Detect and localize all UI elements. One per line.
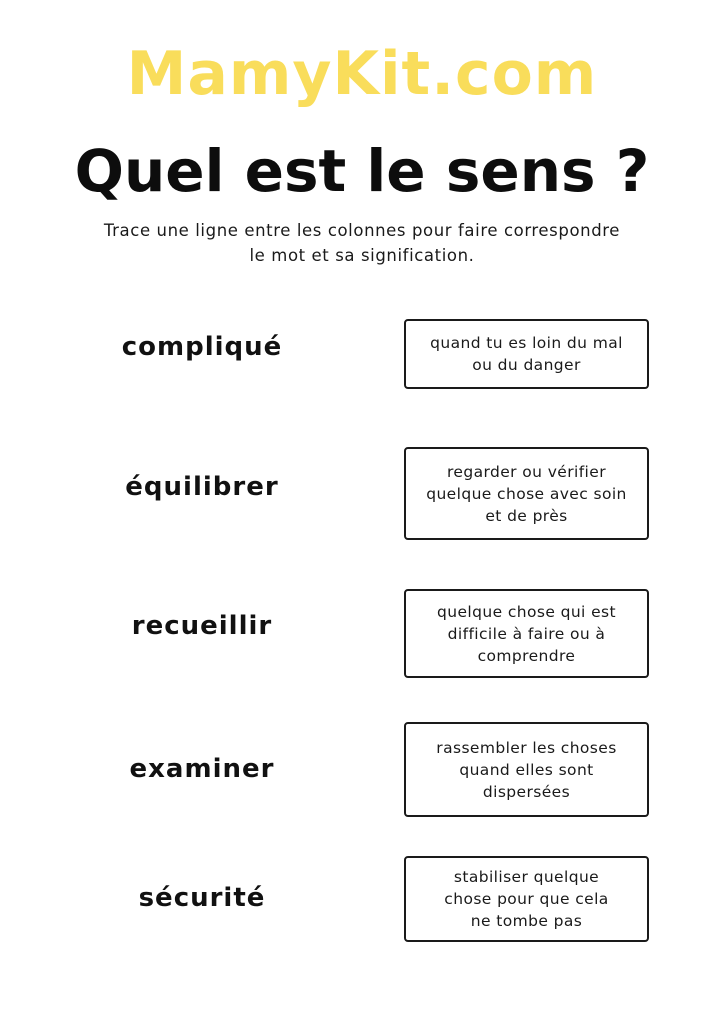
instruction-text: Trace une ligne entre les colonnes pour faire correspondre le mot et sa signification.	[103, 221, 621, 265]
definition-box: regarder ou vérifier quelque chose avec soin et de près	[404, 447, 649, 540]
word-item: examiner	[129, 754, 275, 784]
word-item: compliqué	[121, 332, 283, 362]
word-item: équilibrer	[125, 472, 279, 502]
page-title: Quel est le sens ?	[74, 137, 650, 205]
word-item: sécurité	[138, 883, 266, 913]
definition-box: quand tu es loin du mal ou du danger	[404, 319, 649, 389]
word-item: recueillir	[131, 611, 273, 641]
definition-box: stabiliser quelque chose pour que cela ne tombe pas	[404, 856, 649, 942]
definition-box: rassembler les choses quand elles sont dispersées	[404, 722, 649, 817]
brand-logo-text: MamyKit.com	[126, 39, 598, 109]
definition-box: quelque chose qui est difficile à faire ou à comprendre	[404, 589, 649, 678]
